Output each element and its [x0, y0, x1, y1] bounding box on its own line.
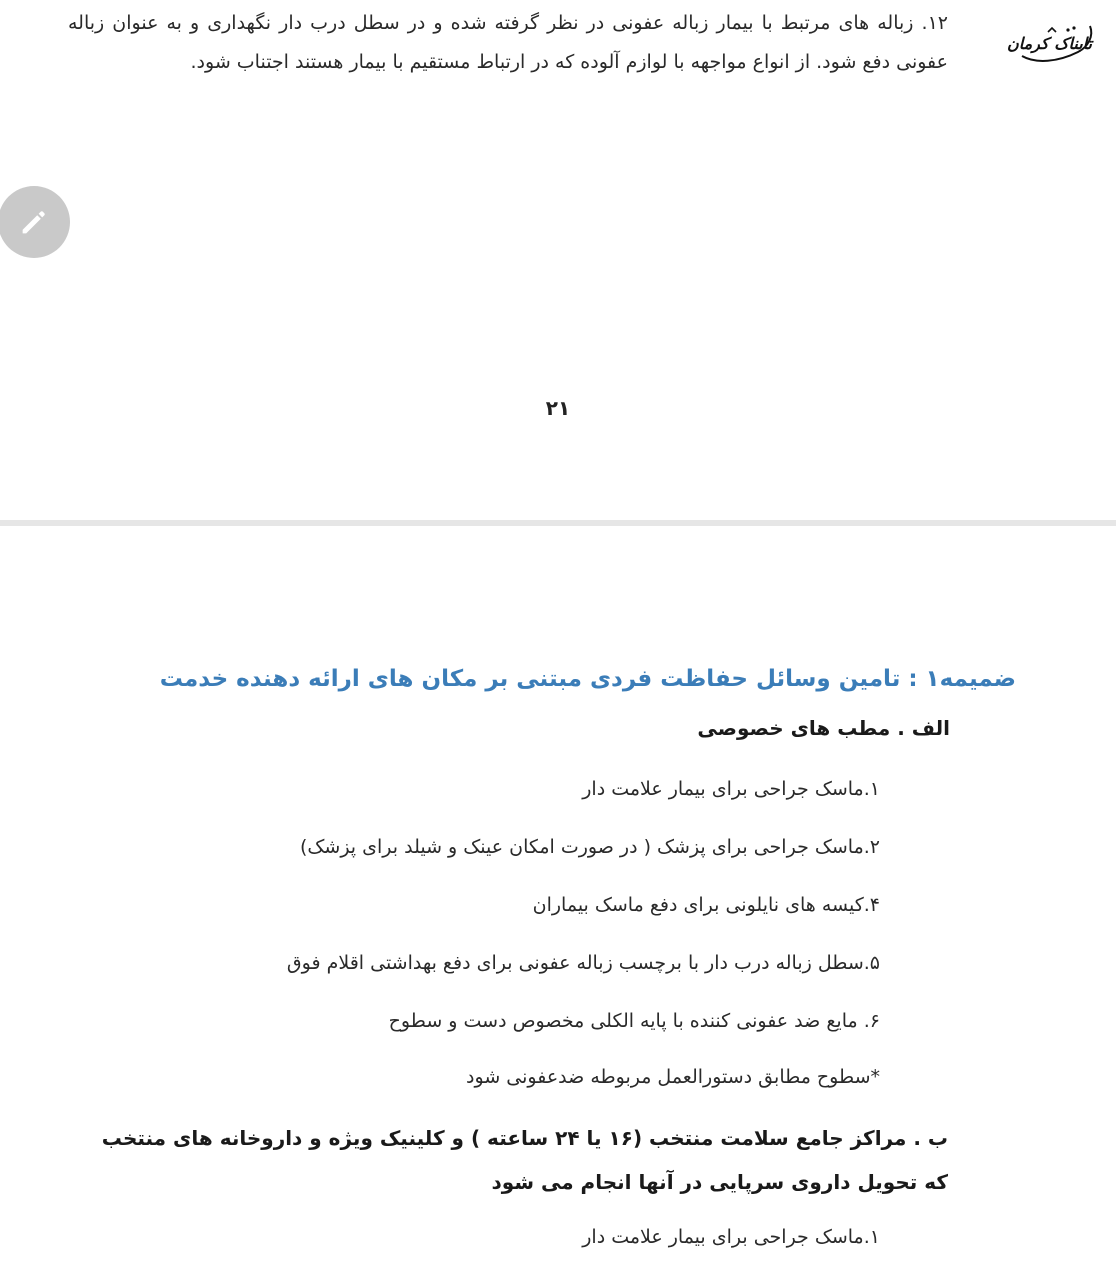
list-item: ۲.ماسک جراحی برای پزشک ( در صورت امکان عینک و شیلد برای پزشک) — [299, 836, 880, 858]
section-b-title: ب . مراکز جامع سلامت منتخب (۱۶ یا ۲۴ ساعته ) و کلینیک ویژه و داروخانه های منتخب که تحویل داروی سرپایی در آنها انجام می شود — [101, 1126, 948, 1194]
pencil-icon — [17, 205, 51, 239]
watermark-logo — [1006, 14, 1102, 68]
list-item: ۶. مایع ضد عفونی کننده با پایه الکلی مخصوص دست و سطوح — [388, 1010, 880, 1032]
document-page-bottom — [0, 526, 1116, 1280]
watermark-text: تابناک کرمان — [1006, 34, 1092, 53]
list-item: ۱.ماسک جراحی برای بیمار علامت دار — [582, 1226, 880, 1248]
annex-title: ضمیمه۱ : تامین وسائل حفاظت فردی مبتنی بر مکان های ارائه دهنده خدمت — [159, 666, 1016, 692]
list-item: ۵.سطل زباله درب دار با برچسب زباله عفونی برای دفع بهداشتی اقلام فوق — [286, 952, 880, 974]
page-number: ۲۱ — [545, 396, 571, 420]
document-page-top — [0, 0, 1116, 520]
edit-button[interactable] — [0, 186, 70, 258]
paragraph-12: ۱۲. زباله های مرتبط با بیمار زباله عفونی در نظر گرفته شده و در سطل درب دار نگهداری و به عنوان زباله عفونی دفع شود. از انواع مواجهه با لوازم آلوده که در ارتباط مستقیم با بیمار هستند اجتناب شود. — [68, 12, 948, 73]
list-item: ۴.کیسه های نایلونی برای دفع ماسک بیماران — [532, 894, 880, 916]
list-item: ۱.ماسک جراحی برای بیمار علامت دار — [582, 778, 880, 800]
list-item: *سطوح مطابق دستورالعمل مربوطه ضدعفونی شود — [466, 1066, 880, 1088]
section-a-title: الف . مطب های خصوصی — [697, 716, 950, 740]
